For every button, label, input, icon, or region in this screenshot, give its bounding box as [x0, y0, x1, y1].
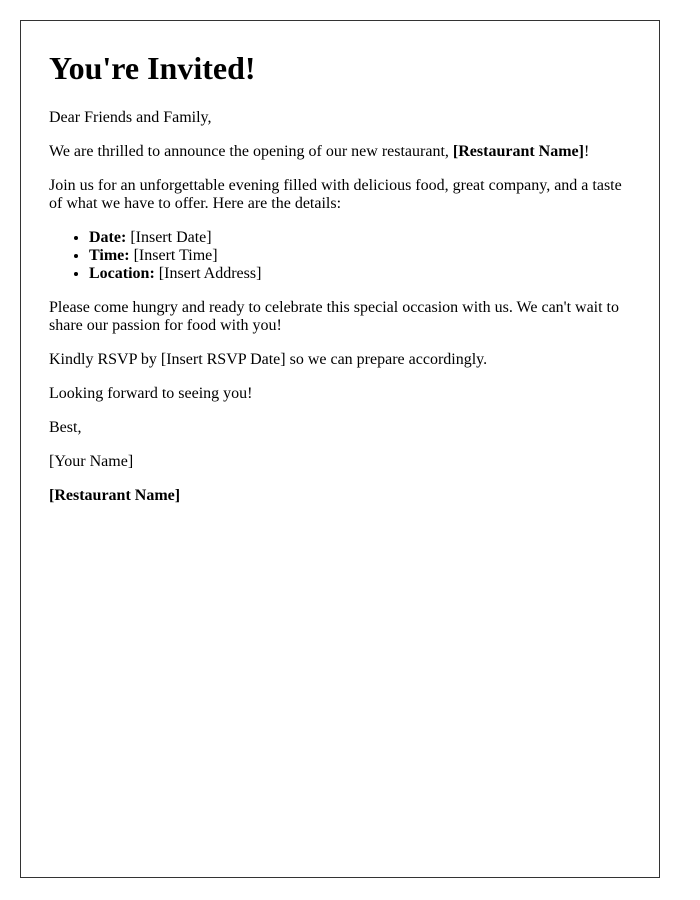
announcement-restaurant-name: [Restaurant Name]	[452, 143, 584, 160]
detail-label: Time:	[89, 247, 130, 264]
announcement-punctuation: !	[583, 143, 590, 160]
looking-forward: Looking forward to seeing you!	[49, 385, 253, 402]
restaurant-signature	[49, 487, 631, 505]
detail-time	[89, 247, 631, 265]
detail-value: [Insert Address]	[154, 265, 262, 282]
intro-paragraph: Join us for an unforgettable evening filled with delicious food, great company, and a taste of what we have to offer. Here are the details:	[49, 177, 622, 212]
closing-message: Please come hungry and ready to celebrate this special occasion with us. We can't wait to share our passion for food with you!	[49, 299, 619, 334]
details-list	[49, 229, 631, 283]
detail-date	[89, 229, 631, 247]
sign-off: Best,	[49, 419, 82, 436]
detail-label: Date:	[89, 229, 127, 246]
letter-title: You're Invited!	[49, 50, 256, 86]
rsvp-paragraph: Kindly RSVP by [Insert RSVP Date] so we can prepare accordingly.	[49, 351, 488, 368]
announcement-text: We are thrilled to announce the opening of our new restaurant,	[49, 143, 453, 160]
invitation-letter	[20, 20, 660, 878]
restaurant-name: [Restaurant Name]	[49, 487, 181, 504]
detail-location	[89, 265, 631, 283]
detail-value: [Insert Time]	[129, 247, 218, 264]
detail-value: [Insert Date]	[126, 229, 212, 246]
announcement-paragraph	[49, 143, 631, 161]
sender-name: [Your Name]	[49, 453, 134, 470]
detail-label: Location:	[89, 265, 155, 282]
greeting: Dear Friends and Family,	[49, 109, 212, 126]
